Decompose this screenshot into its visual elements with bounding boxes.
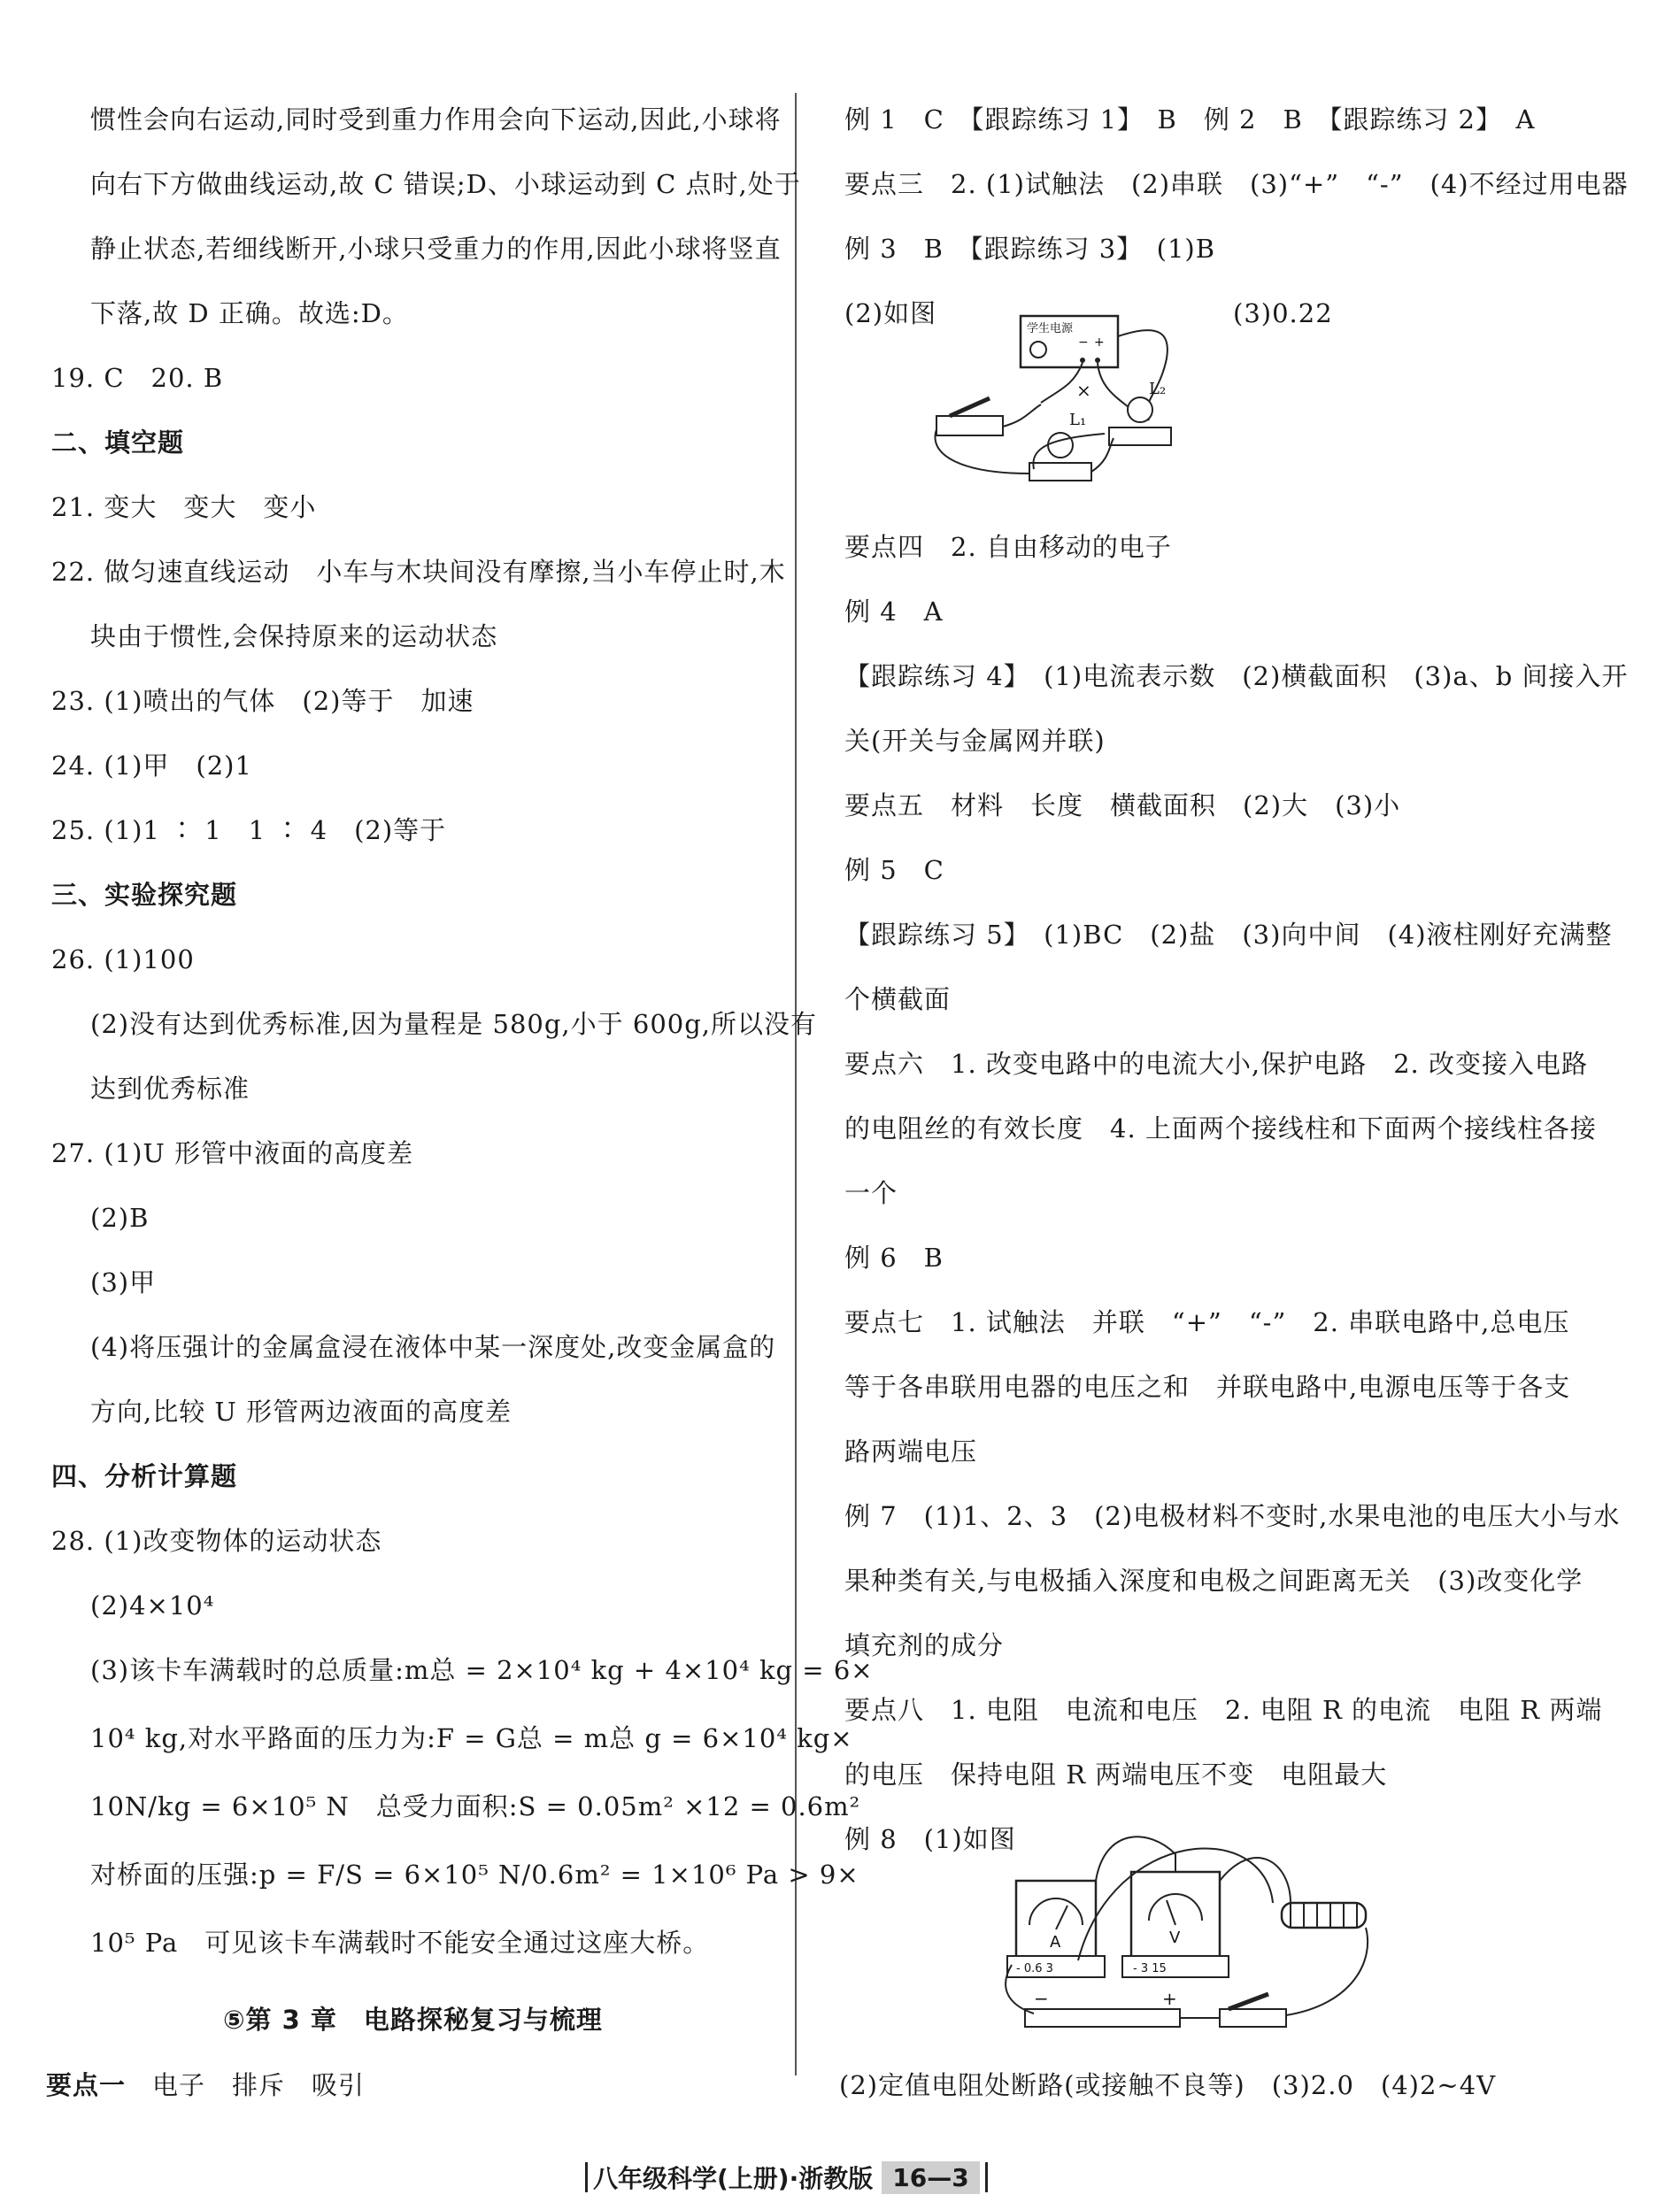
answer-21: 21. 变大 变大 变小	[51, 492, 317, 522]
chapter-heading: ⑤第 3 章 电路探秘复习与梳理	[223, 2005, 603, 2035]
answer-27-4: (4)将压强计的金属盒浸在液体中某一深度处,改变金属盒的	[90, 1332, 776, 1362]
column-divider	[795, 93, 797, 2075]
example-3-3: (3)0.22	[1233, 298, 1333, 328]
example-4: 例 4 A	[844, 597, 944, 627]
answer-25: 25. (1)1 ∶ 1 1 ∶ 4 (2)等于	[51, 815, 447, 845]
example-7: 例 7 (1)1、2、3 (2)电极材料不变时,水果电池的电压大小与水	[844, 1501, 1621, 1531]
practice-4-cont: 关(开关与金属网并联)	[844, 726, 1106, 756]
key-point-8-cont: 的电压 保持电阻 R 两端电压不变 电阻最大	[844, 1760, 1388, 1790]
example-5: 例 5 C	[844, 855, 944, 885]
answer-23: 23. (1)喷出的气体 (2)等于 加速	[51, 686, 474, 716]
answer-24: 24. (1)甲 (2)1	[51, 751, 252, 781]
example-3-2: (2)如图	[844, 298, 937, 328]
answer-28-3-cont: 对桥面的压强:p = F/S = 6×10⁵ N/0.6m² = 1×10⁶ Pa > 9×	[90, 1860, 859, 1890]
practice-4: 【跟踪练习 4】 (1)电流表示数 (2)横截面积 (3)a、b 间接入开	[844, 661, 1629, 691]
voltmeter-icon: V	[1169, 1929, 1181, 1947]
ammeter-terminals: - 0.6 3	[1016, 1962, 1053, 1975]
key-point-text: 电子 排斥 吸引	[152, 2070, 366, 2100]
section-heading-calc: 四、分析计算题	[51, 1461, 238, 1491]
answer-28: 28. (1)改变物体的运动状态	[51, 1526, 382, 1556]
answer-28-3-cont: 10N/kg = 6×10⁵ N 总受力面积:S = 0.05m² ×12 = 0.6m²	[90, 1791, 861, 1821]
answer-28-3-cont: 10⁵ Pa 可见该卡车满载时不能安全通过这座大桥。	[90, 1928, 710, 1958]
bulb-l1-label: L₁	[1069, 411, 1087, 429]
key-point-3: 要点三 2. (1)试触法 (2)串联 (3)“+” “-” (4)不经过用电器	[844, 169, 1629, 199]
switch-base	[936, 416, 1003, 435]
practice-5: 【跟踪练习 5】 (1)BC (2)盐 (3)向中间 (4)液柱刚好充满整	[844, 920, 1613, 950]
example-1-2: 例 1 C 【跟踪练习 1】 B 例 2 B 【跟踪练习 2】 A	[844, 104, 1536, 135]
answer-22-cont: 块由于惯性,会保持原来的运动状态	[90, 621, 498, 651]
switch-icon	[950, 398, 990, 416]
plus-terminal-label: +	[1094, 335, 1105, 350]
text-line: 向右下方做曲线运动,故 C 错误;D、小球运动到 C 点时,处于	[90, 169, 801, 199]
footer-bar	[585, 2162, 588, 2192]
page-footer	[580, 2158, 993, 2197]
example-8: 例 8 (1)如图	[844, 1824, 1016, 1854]
key-point-8: 要点八 1. 电阻 电流和电压 2. 电阻 R 的电流 电阻 R 两端	[844, 1695, 1603, 1725]
text-line: 静止状态,若细线断开,小球只受重力的作用,因此小球将竖直	[90, 234, 782, 264]
example-7-cont: 果种类有关,与电极插入深度和电极之间距离无关 (3)改变化学	[844, 1566, 1584, 1596]
answer-28-3-cont: 10⁴ kg,对水平路面的压力为:F = G总 = m总 g = 6×10⁴ kg×	[90, 1723, 853, 1753]
example-7-cont: 填充剂的成分	[844, 1630, 1005, 1660]
key-point-7: 要点七 1. 试触法 并联 “+” “-” 2. 串联电路中,总电压	[844, 1307, 1570, 1337]
key-point-7-cont: 路两端电压	[844, 1436, 978, 1467]
practice-5-cont: 个横截面	[844, 984, 952, 1014]
key-point-4: 要点四 2. 自由移动的电子	[844, 532, 1172, 562]
answer-26-2-cont: 达到优秀标准	[90, 1074, 250, 1104]
text-line: 惯性会向右运动,同时受到重力作用会向下运动,因此,小球将	[90, 104, 782, 135]
key-point-5: 要点五 材料 长度 横截面积 (2)大 (3)小	[844, 790, 1401, 820]
key-point-6-cont: 的电阻丝的有效长度 4. 上面两个接线柱和下面两个接线柱各接	[844, 1113, 1597, 1144]
key-point-6-cont: 一个	[844, 1178, 898, 1208]
footer-title: 八年级科学(上册)·浙教版	[593, 2164, 874, 2193]
answer-27: 27. (1)U 形管中液面的高度差	[51, 1138, 414, 1168]
key-point-7-cont: 等于各串联用电器的电压之和 并联电路中,电源电压等于各支	[844, 1372, 1571, 1402]
switch-base	[1220, 2009, 1286, 2027]
answer-28-2: (2)4×10⁴	[90, 1590, 215, 1621]
minus-terminal-label: −	[1078, 335, 1089, 350]
answer-22: 22. 做匀速直线运动 小车与木块间没有摩擦,当小车停止时,木	[51, 557, 786, 587]
power-supply-label: 学生电源	[1027, 322, 1074, 335]
bulb-l1-base	[1029, 463, 1091, 481]
footer-bar	[985, 2162, 988, 2192]
key-point-6: 要点六 1. 改变电路中的电流大小,保护电路 2. 改变接入电路	[844, 1049, 1588, 1079]
voltmeter-terminals: - 3 15	[1133, 1962, 1167, 1975]
bulb-l1-icon	[1048, 433, 1073, 458]
answer-26-2: (2)没有达到优秀标准,因为量程是 580g,小于 600g,所以没有	[90, 1009, 818, 1039]
page-number: 16—3	[882, 2161, 979, 2194]
battery-plus: +	[1162, 1988, 1177, 2009]
key-point-label: 要点一	[46, 2070, 127, 2100]
bulb-l2-base	[1109, 427, 1171, 445]
text-line: 下落,故 D 正确。故选:D。	[90, 298, 409, 328]
switch-icon	[1229, 1994, 1268, 2009]
battery-minus: −	[1034, 1988, 1049, 2009]
battery-icon	[1025, 2009, 1180, 2027]
answer-28-3: (3)该卡车满载时的总质量:m总 = 2×10⁴ kg + 4×10⁴ kg = 6×	[90, 1655, 874, 1685]
example-8-cont: (2)定值电阻处断路(或接触不良等) (3)2.0 (4)2~4V	[839, 2070, 1497, 2100]
rheostat-icon	[1282, 1903, 1366, 1928]
circuit-figure-1	[928, 305, 1184, 504]
section-heading-fill: 二、填空题	[51, 427, 185, 458]
ammeter-icon: A	[1050, 1933, 1061, 1952]
example-3: 例 3 B 【跟踪练习 3】 (1)B	[844, 234, 1216, 264]
section-heading-experiment: 三、实验探究题	[51, 880, 238, 910]
cross-mark: ×	[1076, 380, 1091, 401]
voltmeter-body	[1131, 1872, 1220, 1960]
bulb-l2-icon	[1128, 397, 1152, 422]
answer-27-4-cont: 方向,比较 U 形管两边液面的高度差	[90, 1397, 512, 1427]
key-point-1	[46, 2068, 365, 2103]
circuit-figure-2	[998, 1828, 1379, 2040]
example-6: 例 6 B	[844, 1243, 944, 1273]
answer-27-3: (3)甲	[90, 1267, 157, 1298]
answer-26: 26. (1)100	[51, 944, 195, 974]
bulb-l2-label: L₂	[1149, 380, 1167, 398]
answer-27-2: (2)B	[90, 1203, 150, 1233]
answer-19-20: 19. C 20. B	[51, 363, 224, 393]
